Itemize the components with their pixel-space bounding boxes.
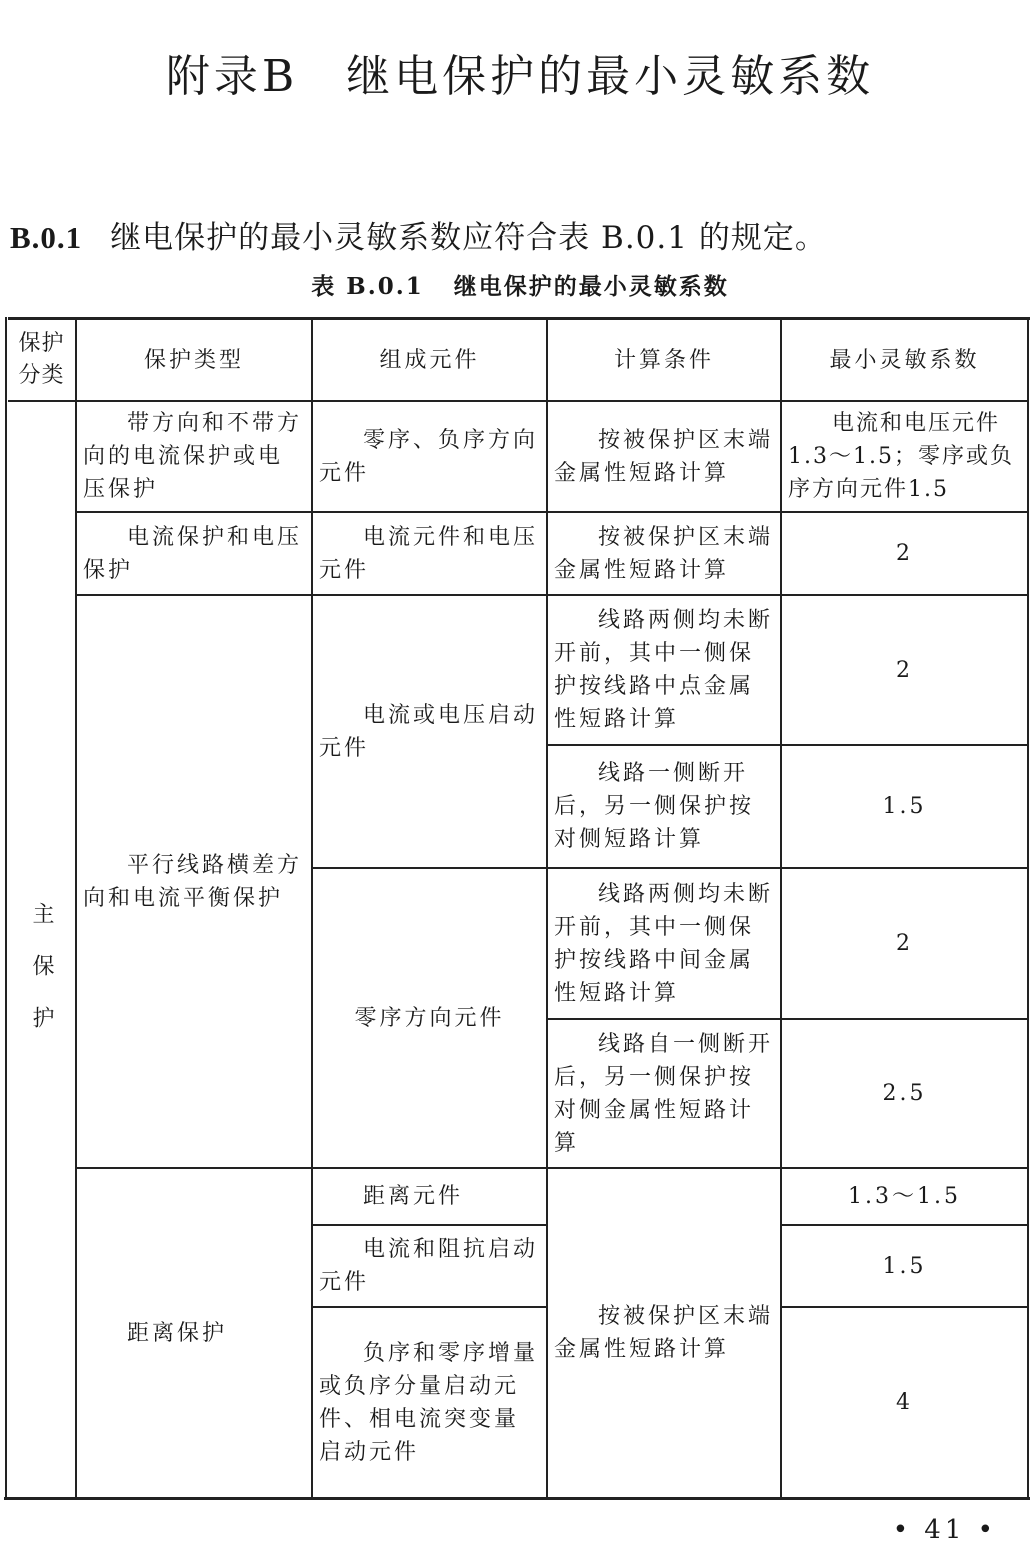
cell-text: 线路两侧均未断开前，其中一侧保护按线路中间金属性短路计算 [554,881,774,1006]
cell-text: 零序方向元件 [354,1005,505,1031]
cell-text: 零序、负序方向元件 [319,427,539,486]
table-caption-number: 表 B.0.1 [311,273,424,300]
header-category [8,320,75,400]
table-row-9-coefficient [782,1308,1027,1497]
table-row-3-coefficient [782,596,1027,744]
cell-text: 线路自一侧断开后，另一侧保护按对侧金属性短路计算 [554,1031,774,1156]
cell-text: 按被保护区末端金属性短路计算 [554,524,774,583]
cell-text: 2 [896,931,913,956]
cell-text: 线路一侧断开后，另一侧保护按对侧短路计算 [554,761,755,852]
table-row-5-coefficient [782,869,1027,1018]
header-coefficient-label: 最小灵敏系数 [829,347,980,373]
header-type [77,320,311,400]
cell-text: 距离保护 [127,1320,228,1346]
cell-text: 2 [896,541,913,566]
cell-text: 电流元件和电压元件 [319,524,539,583]
cell-text: 电流和电压元件1.3～1.5；零序或负序方向元件1.5 [788,411,1014,502]
clause [10,212,827,257]
cell-text: 距离元件 [363,1184,464,1209]
page-title: 附录B 继电保护的最小灵敏系数 [165,51,875,102]
category-label: 主保护 [29,901,54,1058]
table-row-9-element [313,1308,546,1497]
table-row-2-type [77,513,311,594]
cell-text: 负序和零序增量或负序分量启动元件、相电流突变量启动元件 [319,1340,539,1465]
table-row-6-coefficient [782,1020,1027,1167]
table-row-parallel-type [77,596,311,1167]
table-row-parallel-element-2 [313,869,546,1167]
cell-text: 按被保护区末端金属性短路计算 [554,427,774,486]
table-row-1-coefficient [782,402,1027,511]
cell-text: 线路两侧均未断开前，其中一侧保护按线路中点金属性短路计算 [554,608,774,732]
cell-text: 带方向和不带方向的电流保护或电压保护 [83,411,303,502]
table-row-2-element [313,513,546,594]
table-caption-text: 继电保护的最小灵敏系数 [453,273,729,300]
cell-text: 电流和阻抗启动元件 [319,1237,539,1295]
table-row-7-coefficient [782,1169,1027,1224]
table-row-1-condition [548,402,780,511]
cell-text: 1.3～1.5 [848,1184,961,1209]
cell-text: 电流或电压启动元件 [319,702,539,761]
table-row-8-element [313,1226,546,1306]
table-row-5-condition [548,869,780,1018]
table-row-3-condition [548,596,780,744]
table-border-right [1027,317,1029,1500]
table-row-4-coefficient [782,746,1027,867]
clause-text: 继电保护的最小灵敏系数应符合表 B.0.1 的规定。 [110,220,827,256]
table-row-distance-condition [548,1169,780,1497]
page-number: • 41 • [892,1515,997,1545]
cell-text: 电流保护和电压保护 [83,524,303,583]
table-row-6-condition [548,1020,780,1167]
cell-text: 1.5 [882,1253,927,1279]
header-element-label: 组成元件 [379,347,480,373]
table-row-4-condition [548,746,780,867]
category-cell [8,402,75,1497]
table-border-left [5,317,7,1500]
table-row-1-type [77,402,311,511]
header-condition [548,320,780,400]
table-row-2-coefficient [782,513,1027,594]
header-coefficient [782,320,1027,400]
header-condition-label: 计算条件 [613,347,714,373]
table-caption [0,268,1033,301]
cell-text: 4 [896,1390,913,1415]
cell-text: 平行线路横差方向和电流平衡保护 [83,852,303,911]
header-element [313,320,546,400]
table-row-parallel-element-1 [313,596,546,867]
cell-text: 2.5 [882,1081,927,1106]
table-row-2-condition [548,513,780,594]
cell-text: 按被保护区末端金属性短路计算 [554,1304,774,1362]
header-category-label: 保护分类 [18,331,65,388]
cell-text: 2 [896,657,913,683]
table-border-bottom [4,1497,1030,1500]
table-row-distance-type [77,1169,311,1497]
clause-number: B.0.1 [10,220,83,255]
table-row-8-coefficient [782,1226,1027,1306]
table-row-1-element [313,402,546,511]
header-type-label: 保护类型 [143,347,244,373]
table-row-7-element [313,1169,546,1224]
cell-text: 1.5 [882,794,927,819]
